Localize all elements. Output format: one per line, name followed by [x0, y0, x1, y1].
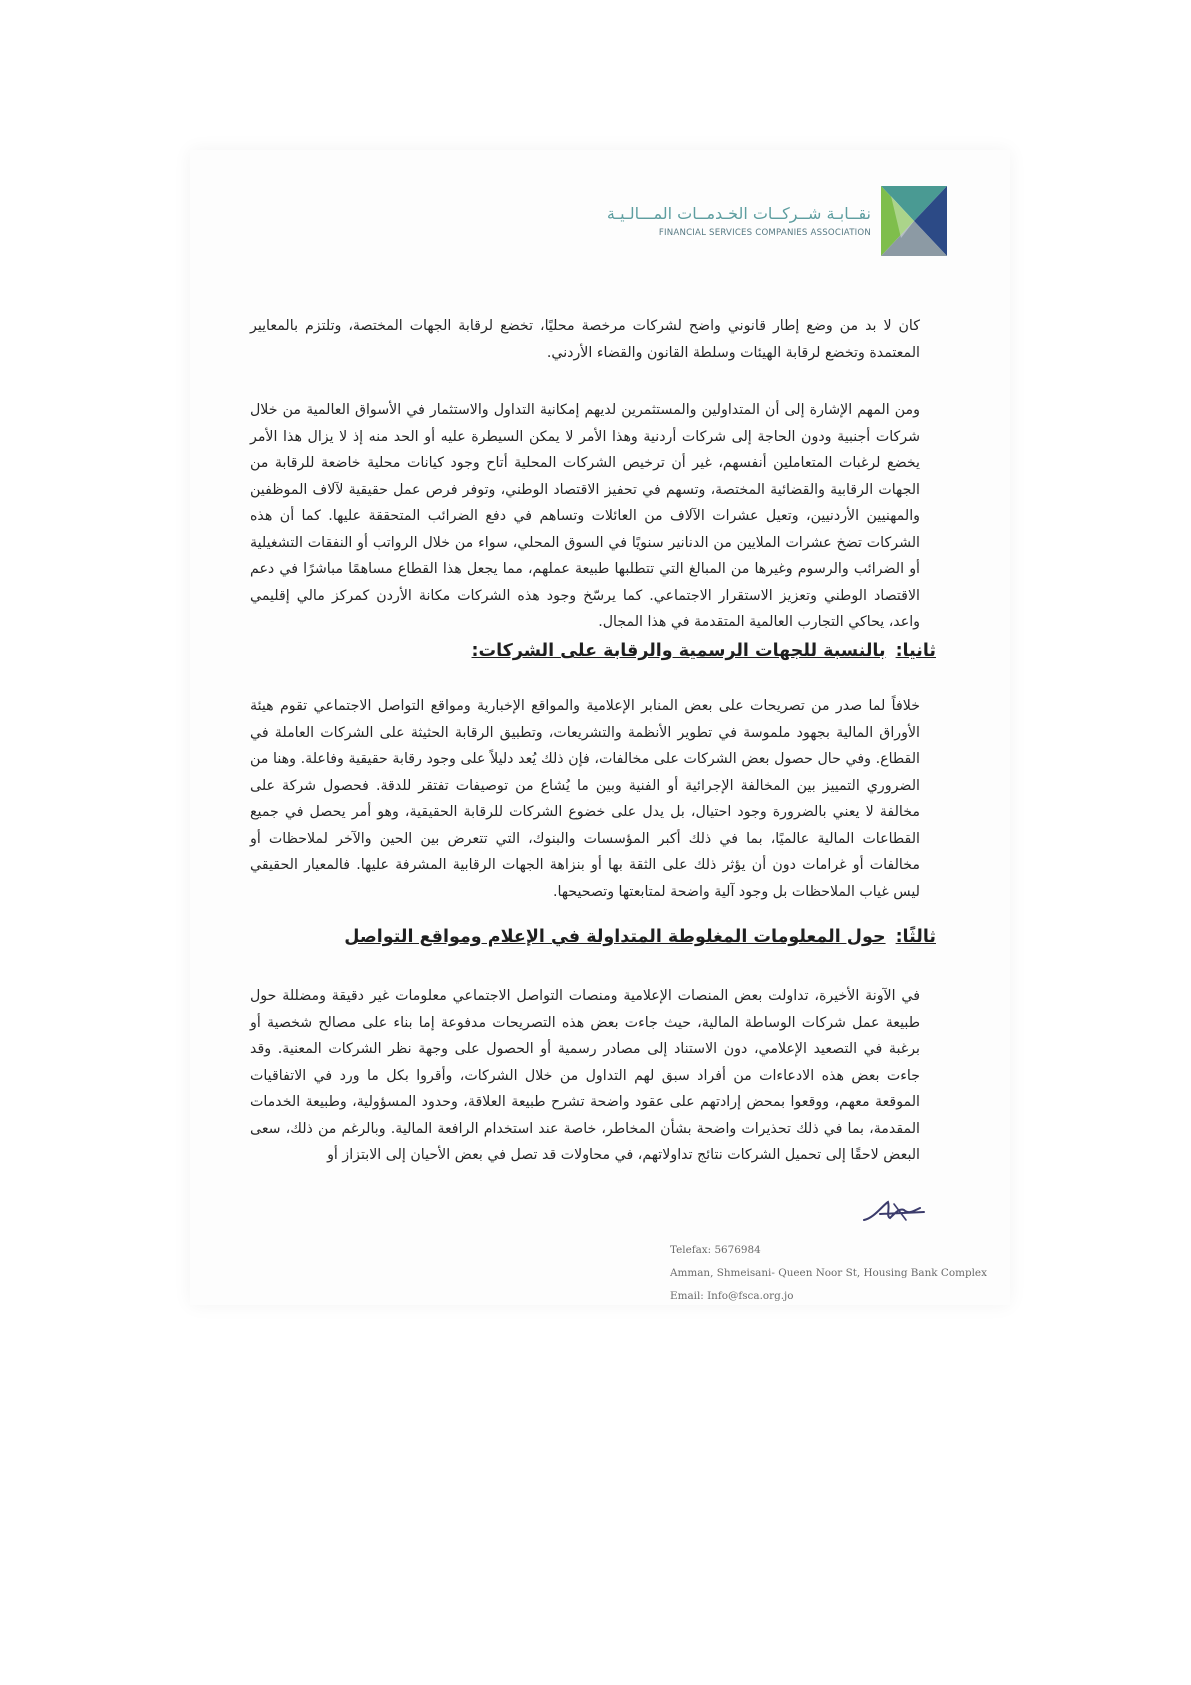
heading-text: حول المعلومات المغلوطة المتداولة في الإعلام ومواقع التواصل [344, 927, 886, 947]
fsca-logo-icon [881, 186, 947, 256]
footer-telefax: Telefax: 5676984 [670, 1244, 761, 1256]
heading-number: ثانيا: [895, 641, 936, 661]
paragraph-4: في الآونة الأخيرة، تداولت بعض المنصات الإعلامية ومنصات التواصل الاجتماعي معلومات غير دقيقة ومضللة حول طبيعة عمل شركات الوساطة المالية، حيث جاءت بعض هذه التصريحات مدفوعة إما بناء على مصالح شخصية أو برغبة في التصعيد الإعلامي، دون الاستناد إلى مصادر رسمية أو الحصول على وجهة نظر الشركات المعنية. وقد جاءت بعض هذه الادعاءات من أفراد سبق لهم التداول من خلال الشركات، وأقروا بكل ما ورد في الاتفاقيات الموقعة معهم، ووقعوا بمحض إرادتهم على عقود واضحة تشرح طبيعة العلاقة، وحدود المسؤولية، وطبيعة الخدمات المقدمة، بما في ذلك تحذيرات واضحة بشأن المخاطر، خاصة عند استخدام الرافعة المالية. وبالرغم من ذلك، سعى البعض لاحقًا إلى تحميل الشركات نتائج تداولاتهم، في محاولات قد تصل في بعض الأحيان إلى الابتزاز أو [250, 988, 920, 1163]
org-name-arabic: نقــابـة شــركــات الخـدمــات المـــالـيـة [606, 204, 871, 223]
paragraph-2: ومن المهم الإشارة إلى أن المتداولين والمستثمرين لديهم إمكانية التداول والاستثمار في الأسواق العالمية من خلال شركات أجنبية ودون الحاجة إلى شركات أردنية وهذا الأمر لا يمكن السيطرة عليه أو الحد منه إذ لا يزال هذا الأمر يخضع لرغبات المتعاملين أنفسهم، غير أن ترخيص الشركات المحلية أتاح وجود كيانات محلية خاضعة للرقابة من الجهات الرقابية والقضائية المختصة، وتسهم في تحفيز الاقتصاد الوطني، وتوفر فرص عمل حقيقية لآلاف الموظفين والمهنيين الأردنيين، وتعيل عشرات الآلاف من العائلات وتساهم في دفع الضرائب المتحققة عليها. كما أن هذه الشركات تضخ عشرات الملايين من الدنانير سنويًا في السوق المحلي، سواء من خلال الرواتب أو النفقات التشغيلية أو الضرائب والرسوم وغيرها من المبالغ التي تتطلبها طبيعة عملهم، مما يجعل هذا القطاع مساهمًا مباشرًا في دعم الاقتصاد الوطني وتعزيز الاستقرار الاجتماعي. كما يرسّخ وجود هذه الشركات مكانة الأردن كمركز مالي إقليمي واعد، يحاكي التجارب العالمية المتقدمة في هذا المجال. [250, 402, 920, 630]
section-heading-second [472, 641, 936, 661]
heading-text: بالنسبة للجهات الرسمية والرقابة على الشركات: [471, 641, 886, 661]
section-heading-third [344, 927, 936, 947]
paragraph-3: خلافاً لما صدر من تصريحات على بعض المنابر الإعلامية والمواقع الإخبارية ومواقع التواصل الاجتماعي تقوم هيئة الأوراق المالية بجهود ملموسة في تطوير الأنظمة والتشريعات، وتطبيق الرقابة الحثيثة على الشركات العاملة في القطاع. وفي حال حصول بعض الشركات على مخالفات، فإن ذلك يُعد دليلاً على وجود رقابة حقيقية وفاعلة. وهنا من الضروري التمييز بين المخالفة الإجرائية أو الفنية وبين ما يُشاع من توصيفات تفتقر للدقة. فحصول شركة على مخالفة لا يعني بالضرورة وجود احتيال، بل يدل على خضوع الشركات للرقابة الحقيقية، وهو أمر يحصل في جميع القطاعات المالية عالميًا، بما في ذلك أكبر المؤسسات والبنوك، التي تتعرض بين الحين والآخر لملاحظات أو مخالفات أو غرامات دون أن يؤثر ذلك على الثقة بها أو بنزاهة الجهات الرقابية المشرفة عليها. فالمعيار الحقيقي ليس غياب الملاحظات بل وجود آلية واضحة لمتابعتها وتصحيحها. [250, 698, 920, 900]
heading-number: ثالثًا: [895, 927, 936, 947]
handwritten-signature-icon [860, 1196, 930, 1228]
footer-address: Amman, Shmeisani- Queen Noor St, Housing Bank Complex [670, 1267, 987, 1279]
letterhead-logo [606, 186, 955, 266]
paragraph-1: كان لا بد من وضع إطار قانوني واضح لشركات مرخصة محليًا، تخضع لرقابة الجهات المختصة، وتلتزم بالمعايير المعتمدة وتخضع لرقابة الهيئات وسلطة القانون والقضاء الأردني. [250, 318, 920, 361]
footer-email: Email: Info@fsca.org.jo [670, 1290, 794, 1302]
org-name-english: FINANCIAL SERVICES COMPANIES ASSOCIATION [658, 228, 871, 238]
